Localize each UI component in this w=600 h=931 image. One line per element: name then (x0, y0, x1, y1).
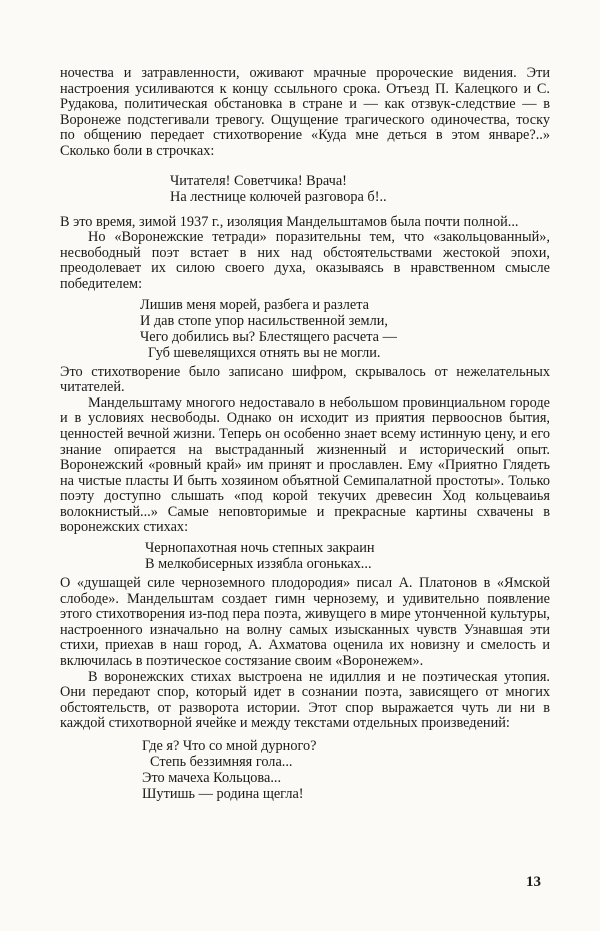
verse-line: Читателя! Советчика! Врача! (170, 172, 347, 189)
body-text (60, 66, 550, 802)
verse-line: Губ шевелящихся отнять вы не могли. (148, 344, 381, 361)
verse-line: Шутишь — родина щегла! (142, 786, 304, 802)
verse-line: Чернопахотная ночь степных закраин (145, 540, 375, 557)
verse-quote (145, 540, 550, 572)
verse-line: В мелкобисерных иззябла огоньках... (145, 556, 372, 573)
paragraph: В воронежских стихах выстроена не идиллия и не поэтическая утопия. Они передают спор, который идет в сознании поэта, зависящего от многих обстоятельств, от разворота истории. Этот спор выражается чуть ли ни в каждой стихотворной ячейке и между текстами отдельных произведений: (60, 668, 550, 732)
verse-line: Лишив меня морей, разбега и разлета (140, 296, 369, 313)
verse-line: Степь беззимняя гола... (150, 754, 293, 770)
page-number: 13 (526, 874, 541, 890)
paragraph: Мандельштаму многого недоставало в небольшом провинциальном городе и в условиях несвободы. Однако он исходит из приятия первооснов бытия, ценностей вечной жизни. Теперь он особенно знает всему истинную цену, и его знание опирается на выстраданный жизненный и исторический опыт. Воронежский «ровный край» им принят и прославлен. Ему «Приятно Глядеть на чистые пласты И быть хозяином объятной Семипалатной простоты». Только поэту доступно слышать «под корой текучих древесин Ход кольцеваиья волокнистый...» Самые неповторимые и прекрасные картины схвачены в воронежских стихах: (60, 394, 550, 536)
paragraph: ночества и затравленности, оживают мрачные пророческие видения. Эти настроения усиливаются к концу ссыльного срока. Отъезд П. Калецкого и С. Рудакова, политическая обстановка в стране и — как отзвук-следствие — в Воронеже подстегивали тревогу. Ощущение трагического одиночества, тоску по общению передает стихотворение «Куда мне деться в этом январе?..» Сколько боли в строчках: (60, 65, 550, 159)
paragraph: В это время, зимой 1937 г., изоляция Мандельштамов была почти полной... (60, 213, 519, 230)
verse-line: Где я? Что со мной дурного? (142, 738, 317, 754)
verse-quote (140, 297, 550, 361)
paragraph: О «душащей силе черноземного плодородия» писал А. Платонов в «Ямской слободе». Мандельштам создает гимн чернозему, и удивительно появление этого стихотворения из-под пера поэта, живущего в мире утонченной культуры, настроенного изначально на волну самых изысканных чувств Узнавшая эти стихи, приехав в наш город, А. Ахматова оценила их новизну и смелость и включилась в поэтическое состязание своим «Воронежем». (60, 575, 550, 670)
verse-line: Чего добились вы? Блестящего расчета — (140, 328, 397, 345)
verse-quote (170, 173, 550, 205)
verse-line: И дав стопе упор насильственной земли, (140, 312, 388, 329)
verse-line: Это мачеха Кольцова... (142, 770, 282, 786)
verse-quote (142, 738, 550, 802)
paragraph: Но «Воронежские тетради» поразительны тем, что «закольцованный», несвободный поэт встает в них над обстоятельствами жестокой эпохи, преодолевает их силою своего духа, оказываясь в нравственном смысле победителем: (60, 229, 550, 292)
paragraph: Это стихотворение было записано шифром, скрывалось от нежелательных читателей. (60, 363, 550, 396)
verse-line: На лестнице колючей разговора б!.. (170, 188, 387, 205)
